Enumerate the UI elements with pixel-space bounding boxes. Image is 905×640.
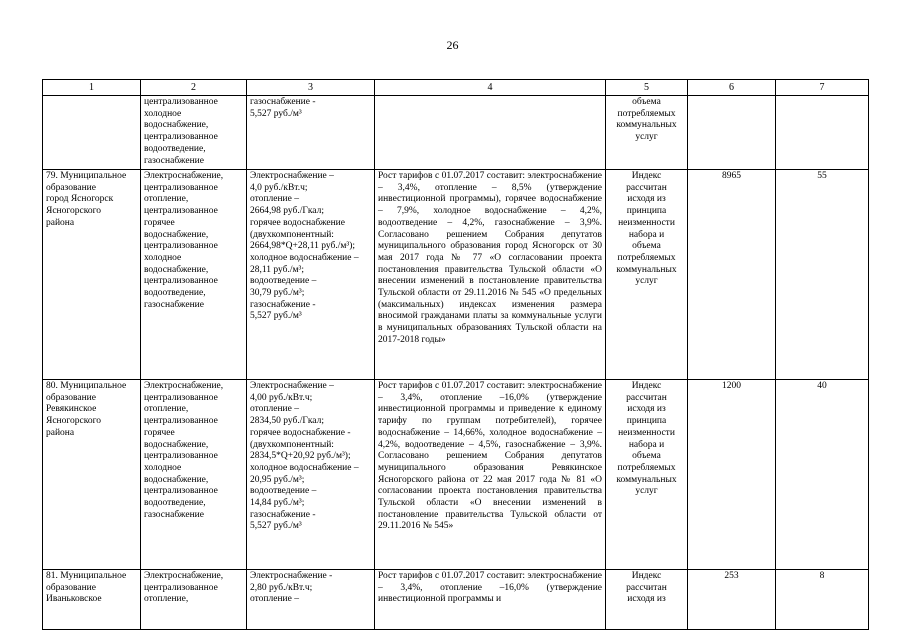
cell-line: 5,527 руб./м³: [250, 521, 302, 532]
cell-line: 2,80 руб./кВт.ч;: [250, 582, 313, 593]
cell-line: Ясногорского: [46, 206, 102, 217]
cell-line: набора и: [628, 439, 665, 450]
table-cell-col7: [776, 96, 869, 170]
table-cell-col3: [247, 570, 375, 630]
cell-line: холодное водоснабжение –: [250, 252, 359, 263]
header-cell: 2: [141, 80, 247, 96]
cell-line: Электроснабжение -: [250, 571, 333, 581]
table-cell-col4: [375, 96, 606, 170]
cell-line: отопление,: [144, 594, 189, 605]
cell-line: (двухкомпонентный:: [250, 229, 334, 240]
cell-line: 2834,5*Q+20,92 руб./м³);: [250, 451, 351, 462]
cell-line: газоснабжение: [144, 299, 204, 310]
table-cell-col5: [606, 170, 688, 380]
cell-line: услуг: [635, 276, 658, 287]
table-cell-col2: [141, 570, 247, 630]
cell-line: коммунальных: [616, 264, 677, 275]
cell-line: водоотведение,: [144, 498, 206, 509]
header-cell: 6: [688, 80, 776, 96]
table-cell-col2: [141, 170, 247, 380]
cell-line: Электроснабжение,: [144, 171, 224, 181]
cell-line: 5,527 руб./м³: [250, 311, 302, 322]
cell-line: централизованное: [144, 392, 218, 403]
table-cell-col6: [688, 96, 776, 170]
table-row: [43, 96, 869, 170]
cell-line: холодное: [144, 462, 182, 473]
cell-line: Электроснабжение –: [250, 171, 334, 181]
cell-line: водоотведение –: [250, 276, 317, 287]
cell-line: 5,527 руб./м³: [250, 108, 302, 119]
cell-line: водоотведение –: [250, 486, 317, 497]
cell-line: (двухкомпонентный:: [250, 439, 334, 450]
cell-line: газоснабжение -: [250, 97, 316, 107]
table-row: [43, 380, 869, 570]
cell-line: отопление,: [144, 194, 189, 205]
table-cell-col7: 8: [776, 570, 869, 630]
cell-line: водоснабжение,: [144, 264, 209, 275]
cell-line: потребляемых: [617, 252, 676, 263]
cell-line: газоснабжение: [144, 155, 204, 166]
cell-line: Ясногорского: [46, 416, 102, 427]
cell-line: централизованное: [144, 241, 218, 252]
cell-line: централизованное: [144, 206, 218, 217]
cell-line: 80. Муниципальное: [46, 381, 127, 391]
cell-line: централизованное: [144, 97, 218, 107]
cell-line: потребляемых: [617, 108, 676, 119]
cell-line: холодное: [144, 252, 182, 263]
header-cell: 1: [43, 80, 141, 96]
header-cell: 7: [776, 80, 869, 96]
cell-line: принципа: [626, 206, 667, 217]
cell-line: водоснабжение,: [144, 229, 209, 240]
cell-line: рассчитан: [626, 582, 667, 593]
table-cell-col4: Рост тарифов с 01.07.2017 составит: электроснабжение – 3,4%, отопление –16,0% (утверждение инвестиционной программы и приведение к единому тарифу по группам потребителей), горячее водоснабжение – 14,66%, холодное водоснабжение – 4,2%, водоотведение – 4,5%, газоснабжение – 3,9%. Согласовано решением Собрания депутатов муниципального образования Ревякинское Ясногорского района от 22 мая 2017 года № 81 «О согласовании проекта постановления правительства Тульской области «О внесении изменений в постановление правительства Тульской области от 29.11.2016 № 545»: [375, 380, 606, 570]
cell-line: 30,79 руб./м³;: [250, 288, 305, 299]
cell-line: образование: [46, 182, 96, 193]
cell-line: неизменности: [618, 427, 675, 438]
header-cell: 5: [606, 80, 688, 96]
cell-line: принципа: [626, 416, 667, 427]
table-cell-col3: [247, 170, 375, 380]
cell-line: холодное: [144, 108, 182, 119]
table-cell-col2: [141, 380, 247, 570]
cell-line: 2664,98 руб./Гкал;: [250, 206, 324, 217]
cell-line: 81. Муниципальное: [46, 571, 127, 581]
cell-line: услуг: [635, 486, 658, 497]
cell-line: централизованное: [144, 582, 218, 593]
table-cell-col7: 40: [776, 380, 869, 570]
cell-line: централизованное: [144, 416, 218, 427]
cell-line: района: [46, 217, 75, 228]
cell-line: рассчитан: [626, 182, 667, 193]
table-cell-col6: 8965: [688, 170, 776, 380]
cell-line: газоснабжение: [144, 509, 204, 520]
cell-line: объема: [632, 241, 661, 252]
cell-line: отопление –: [250, 404, 299, 415]
cell-line: Индекс: [631, 571, 662, 581]
table-cell-col4: Рост тарифов с 01.07.2017 составит: электроснабжение – 3,4%, отопление –16,0% (утверждение инвестиционной программы и: [375, 570, 606, 630]
cell-line: водоотведение,: [144, 288, 206, 299]
table-cell-col7: 55: [776, 170, 869, 380]
table-cell-col3: [247, 380, 375, 570]
page-number: 26: [446, 38, 459, 52]
cell-line: потребляемых: [617, 462, 676, 473]
cell-line: Электроснабжение,: [144, 571, 224, 581]
table-cell-col4: Рост тарифов с 01.07.2017 составит: электроснабжение – 3,4%, отопление – 8,5% (утверждение инвестиционной программы), горячее водоснабжение – 7,9%, холодное водоснабжение – 4,2%, водоотведение – 4,2%, газоснабжение – 3,9%. Согласовано решением Собрания депутатов муниципального образования город Ясногорск от 30 мая 2017 года № 77 «О согласовании проекта постановления правительства Тульской области «О внесении изменений в постановление правительства Тульской области от 29.11.2016 № 545 «О предельных (максимальных) индексах изменения размера вносимой гражданами платы за коммунальные услуги в муниципальных образованиях Тульской области на 2017-2018 годы»: [375, 170, 606, 380]
tariff-table: [42, 79, 869, 630]
cell-line: набора и: [628, 229, 665, 240]
table-cell-col2: [141, 96, 247, 170]
table-header-row: [43, 80, 869, 96]
cell-line: 79. Муниципальное: [46, 171, 127, 181]
cell-line: водоснабжение,: [144, 474, 209, 485]
cell-line: водоотведение,: [144, 143, 206, 154]
cell-line: горячее водоснабжение: [250, 217, 345, 228]
cell-line: рассчитан: [626, 392, 667, 403]
cell-line: коммунальных: [616, 120, 677, 131]
cell-line: исходя из: [627, 404, 666, 415]
cell-line: централизованное: [144, 276, 218, 287]
cell-line: отопление –: [250, 594, 299, 605]
table-cell-col6: 1200: [688, 380, 776, 570]
cell-line: газоснабжение -: [250, 299, 316, 310]
table-row: [43, 570, 869, 630]
cell-line: коммунальных: [616, 474, 677, 485]
cell-line: исходя из: [627, 594, 666, 605]
cell-line: горячее: [144, 427, 175, 438]
header-cell: 4: [375, 80, 606, 96]
cell-line: исходя из: [627, 194, 666, 205]
table-cell-col3: [247, 96, 375, 170]
table-cell-col6: 253: [688, 570, 776, 630]
table-cell-col1: [43, 380, 141, 570]
cell-line: отопление –: [250, 194, 299, 205]
cell-line: 20,95 руб./м³;: [250, 474, 305, 485]
cell-line: водоснабжение,: [144, 439, 209, 450]
cell-line: 2834,50 руб./Гкал;: [250, 416, 324, 427]
table-cell-col1: [43, 96, 141, 170]
cell-line: централизованное: [144, 451, 218, 462]
cell-line: горячее: [144, 217, 175, 228]
cell-line: водоснабжение,: [144, 120, 209, 131]
cell-line: 4,00 руб./кВт.ч;: [250, 392, 313, 403]
cell-line: Иваньковское: [46, 594, 102, 605]
cell-line: горячее водоснабжение -: [250, 427, 351, 438]
table-cell-col1: [43, 570, 141, 630]
cell-line: 4,0 руб./кВт.ч;: [250, 182, 308, 193]
cell-line: город Ясногорск: [46, 194, 114, 205]
table-cell-col5: [606, 570, 688, 630]
cell-line: холодное водоснабжение –: [250, 462, 359, 473]
cell-line: 28,11 руб./м³;: [250, 264, 304, 275]
cell-line: образование: [46, 582, 96, 593]
cell-line: Электроснабжение –: [250, 381, 334, 391]
cell-line: газоснабжение -: [250, 509, 316, 520]
cell-line: района: [46, 427, 75, 438]
cell-line: Электроснабжение,: [144, 381, 224, 391]
cell-line: 14,84 руб./м³;: [250, 498, 305, 509]
cell-line: централизованное: [144, 486, 218, 497]
cell-line: услуг: [635, 132, 658, 143]
cell-line: Индекс: [631, 381, 662, 391]
header-cell: 3: [247, 80, 375, 96]
cell-line: централизованное: [144, 182, 218, 193]
cell-line: Ревякинское: [46, 404, 97, 415]
cell-line: объема: [632, 97, 661, 107]
cell-line: образование: [46, 392, 96, 403]
cell-line: отопление,: [144, 404, 189, 415]
cell-line: 2664,98*Q+28,11 руб./м³);: [250, 241, 356, 252]
table-cell-col5: [606, 380, 688, 570]
cell-line: централизованное: [144, 132, 218, 143]
cell-line: неизменности: [618, 217, 675, 228]
cell-line: объема: [632, 451, 661, 462]
table-cell-col1: [43, 170, 141, 380]
table-cell-col5: [606, 96, 688, 170]
cell-line: Индекс: [631, 171, 662, 181]
table-row: [43, 170, 869, 380]
